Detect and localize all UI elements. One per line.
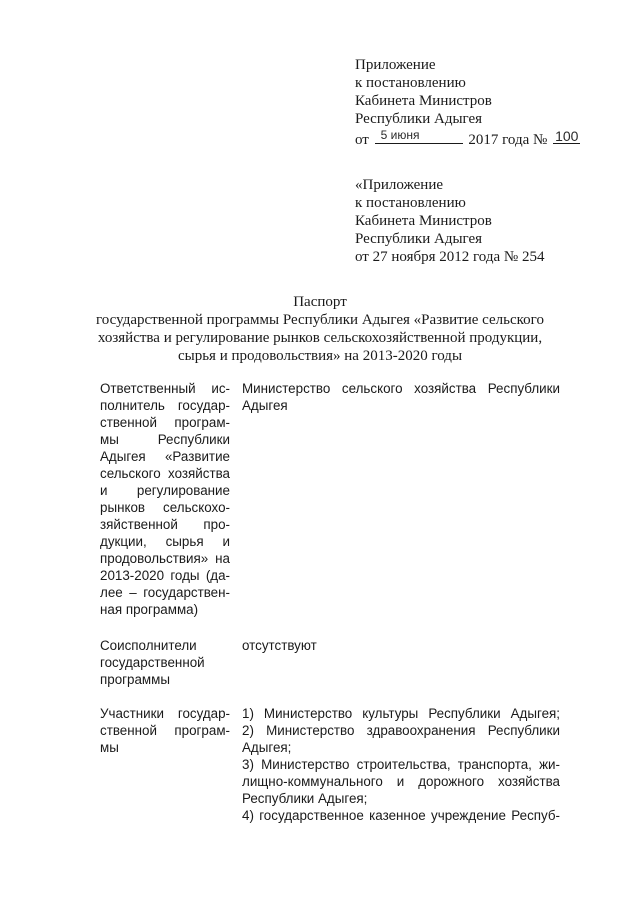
label-line: продовольствия» на xyxy=(100,551,230,566)
number-fill-field xyxy=(553,128,580,144)
label-line: Адыгея «Развитие xyxy=(100,449,230,464)
passport-row-co-executors xyxy=(100,637,560,692)
appendix-line: Кабинета Министров xyxy=(355,213,492,229)
appendix-line: от 27 ноября 2012 года № 254 xyxy=(355,249,545,265)
value-line: Адыгея xyxy=(242,398,288,413)
document-title xyxy=(80,293,560,365)
title-line: Паспорт xyxy=(293,294,347,310)
resolution-date-line xyxy=(355,128,580,149)
label-line: ная программа) xyxy=(100,602,199,617)
appendix-line: к постановлению xyxy=(355,75,466,91)
label-line: лее – государствен- xyxy=(100,585,230,600)
label-line: сельского хозяйства xyxy=(100,466,230,481)
date-suffix: 2017 года № xyxy=(468,132,548,148)
value-line: Республики Адыгея; xyxy=(242,791,368,806)
appendix-line: к постановлению xyxy=(355,195,466,211)
title-line: государственной программы Республики Адыгея «Развитие сельского xyxy=(96,312,544,328)
label-line: рынков сельскохо- xyxy=(100,500,230,515)
appendix-header-current xyxy=(355,56,580,149)
label-line: и регулирование xyxy=(100,483,230,498)
passport-row-participants xyxy=(100,705,560,845)
value-line: лищно-коммунального и дорожного хозяйства xyxy=(242,774,560,789)
label-line: дукции, сырья и xyxy=(100,534,230,549)
appendix-line: Республики Адыгея xyxy=(355,111,483,127)
value-line: отсутствуют xyxy=(242,638,317,653)
label-line: ственной програм- xyxy=(100,415,230,430)
handwritten-number: 100 xyxy=(555,128,579,144)
appendix-line: Кабинета Министров xyxy=(355,93,492,109)
value-line: 4) государственное казенное учреждение Респуб- xyxy=(242,808,560,823)
value-line: Министерство сельского хозяйства Республики xyxy=(242,381,560,396)
label-line: мы Республики xyxy=(100,432,230,447)
label-line: государственной xyxy=(100,655,205,670)
label-line: программы xyxy=(100,672,170,687)
row-label xyxy=(100,380,230,618)
label-line: 2013-2020 годы (да- xyxy=(100,568,230,583)
row-value xyxy=(242,637,560,654)
appendix-line: Республики Адыгея xyxy=(355,231,483,247)
appendix-line: «Приложение xyxy=(355,177,444,193)
appendix-header-original xyxy=(355,176,544,266)
title-line: хозяйства и регулирование рынков сельскохозяйственной продукции, xyxy=(97,330,543,346)
title-line: сырья и продовольствия» на 2013-2020 годы xyxy=(177,348,463,364)
label-line: зяйственной про- xyxy=(100,517,230,532)
appendix-line: Приложение xyxy=(355,57,436,73)
label-line: мы xyxy=(100,740,119,755)
handwritten-date: 5 июня xyxy=(380,128,420,142)
row-label xyxy=(100,637,230,688)
value-line: Адыгея; xyxy=(242,740,292,755)
row-label xyxy=(100,705,230,756)
label-line: полнитель государ- xyxy=(100,398,230,413)
date-prefix: от xyxy=(355,132,369,148)
label-line: Ответственный ис- xyxy=(100,381,230,396)
label-line: ственной програм- xyxy=(100,723,230,738)
value-line: 1) Министерство культуры Республики Адыгея; xyxy=(242,706,560,721)
row-value xyxy=(242,705,560,824)
date-fill-field xyxy=(375,128,463,144)
value-line: 2) Министерство здравоохранения Республики xyxy=(242,723,560,738)
label-line: Соисполнители xyxy=(100,638,197,653)
row-value xyxy=(242,380,560,414)
value-line: 3) Министерство строительства, транспорта, жи- xyxy=(242,757,560,772)
label-line: Участники государ- xyxy=(100,706,230,721)
passport-row-responsible-executor xyxy=(100,380,560,620)
